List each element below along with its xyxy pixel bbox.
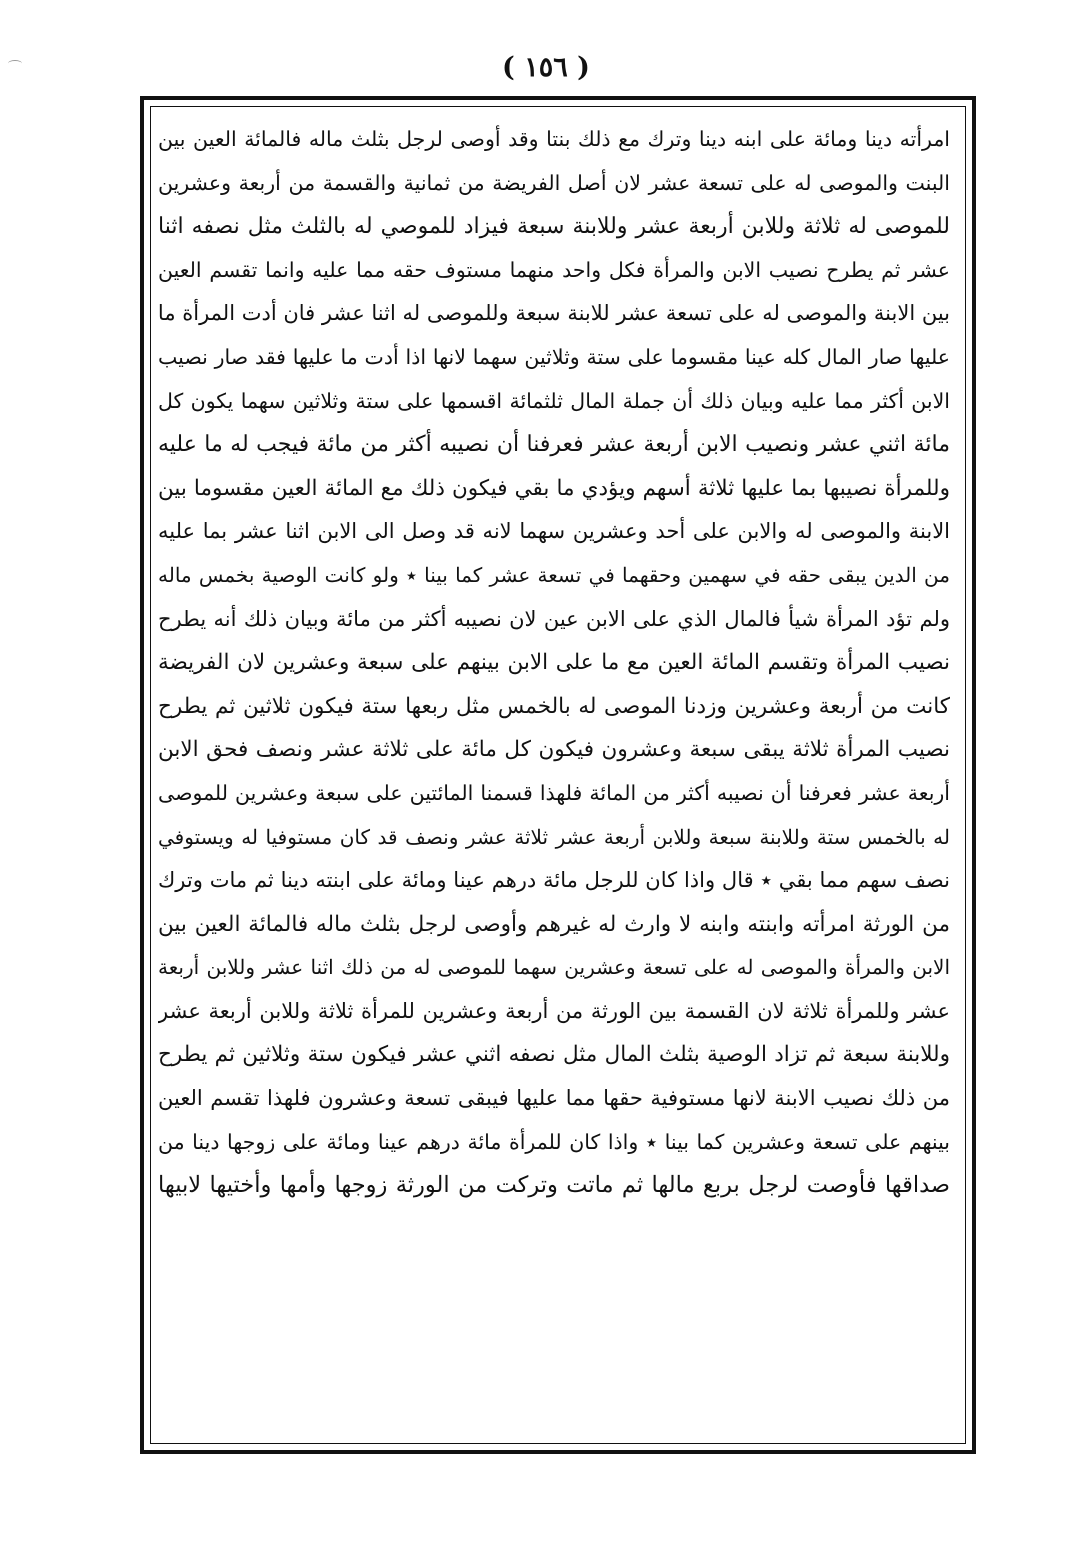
text-line: الابن أكثر مما عليه وبيان ذلك أن جملة المال ثلثمائة اقسمها على ستة وثلاثين سهما يكون كل	[158, 388, 950, 413]
text-line: من ذلك نصيب الابنة لانها مستوفية حقها مما عليها فيبقى تسعة وعشرون فلهذا تقسم العين	[158, 1086, 950, 1111]
text-line: بينهم على تسعة وعشرين كما بينا ٭ واذا كان للمرأة مائة درهم عينا ومائة على زوجها دينا من	[158, 1129, 950, 1154]
text-line: أربعة عشر فعرفنا أن نصيبه أكثر من المائة فلهذا قسمنا المائتين على سبعة وعشرين للموصى	[158, 780, 950, 805]
text-line: من الدين يبقى حقه في سهمين وحقهما في تسعة عشر كما بينا ٭ ولو كانت الوصية بخمس ماله	[158, 562, 950, 587]
text-line: صداقها فأوصت لرجل بربع مالها ثم ماتت وتركت من الورثة زوجها وأمها وأختيها لابيها	[158, 1172, 950, 1199]
text-line: الابنة والموصى له والابن على أحد وعشرين سهما لانه قد وصل الى الابن اثنا عشر بما عليه	[158, 519, 950, 544]
text-line: البنت والموصى له على تسعة عشر لان أصل الفريضة من ثمانية والقسمة من أربعة وعشرين	[158, 170, 950, 195]
text-line: ولم تؤد المرأة شيأ فالمال الذي على الابن عين لان نصيبه أكثر من مائة وبيان ذلك أنه يطرح	[158, 606, 950, 631]
text-line: نصف سهم مما بقي ٭ قال واذا كان للرجل مائة درهم عينا ومائة على ابنته دينا ثم مات وترك	[158, 868, 950, 893]
text-line: وللابنة سبعة ثم تزاد الوصية بثلث المال مثل نصفه اثني عشر فيكون ستة وثلاثين ثم يطرح	[158, 1042, 950, 1068]
text-line: كانت من أربعة وعشرين وزدنا الموصى له بالخمس مثل ربعها ستة فيكون ثلاثين ثم يطرح	[158, 693, 950, 719]
text-line: نصيب المرأة وتقسم المائة العين مع ما على الابن بينهم على سبعة وعشرين لان الفريضة	[158, 650, 950, 676]
text-line: له بالخمس ستة وللابنة سبعة وللابن أربعة عشر ثلاثة عشر ونصف قد كان مستوفيا له ويستوفي	[158, 824, 950, 849]
text-line: عليها صار المال كله عينا مقسوما على ستة وثلاثين سهما لانها اذا أدت ما عليها فقد صار نصيب	[158, 344, 950, 369]
page-frame	[140, 96, 976, 1454]
text-line: امرأته دينا ومائة على ابنه دينا وترك مع ذلك بنتا وقد أوصى لرجل بثلث ماله فالمائة العين بين	[158, 127, 950, 151]
page-number: ( ١٥٦ )	[502, 52, 590, 83]
margin-mark	[8, 60, 22, 67]
text-line: للموصى له ثلاثة وللابن أربعة عشر وللابنة سبعة فيزاد للموصي له بالثلث مثل نصفه اثنا	[158, 214, 950, 240]
text-line: نصيب المرأة ثلاثة يبقى سبعة وعشرون فيكون كل مائة على ثلاثة عشر ونصف فحق الابن	[158, 737, 950, 763]
text-line: وللمرأة نصيبها بما عليها ثلاثة أسهم ويؤدي ما بقي فيكون ذلك مع المائة العين مقسوما بين	[158, 475, 950, 501]
text-line: مائة اثني عشر ونصيب الابن أربعة عشر فعرفنا أن نصيبه أكثر من مائة فيجب له ما عليه	[158, 432, 950, 458]
text-line: من الورثة امرأته وابنته وابنه لا وارث له غيرهم وأوصى لرجل بثلث ماله فالمائة العين بين	[158, 911, 950, 937]
text-body	[158, 118, 950, 1208]
text-line: الابن والمرأة والموصى له على تسعة وعشرين سهما للموصى له من ذلك اثنا عشر وللابن أربعة	[158, 955, 950, 980]
text-line: عشر ثم يطرح نصيب الابن والمرأة فكل واحد منهما مستوف حقه مما عليه وانما تقسم العين	[158, 257, 950, 282]
text-line: عشر وللمرأة ثلاثة لان القسمة بين الورثة من أربعة وعشرين للمرأة ثلاثة وللابن أربعة عشر	[158, 998, 950, 1023]
text-line: بين الابنة والموصى له على تسعة عشر للابنة سبعة وللموصى له اثنا عشر فان أدت المرأة ما	[158, 301, 950, 326]
